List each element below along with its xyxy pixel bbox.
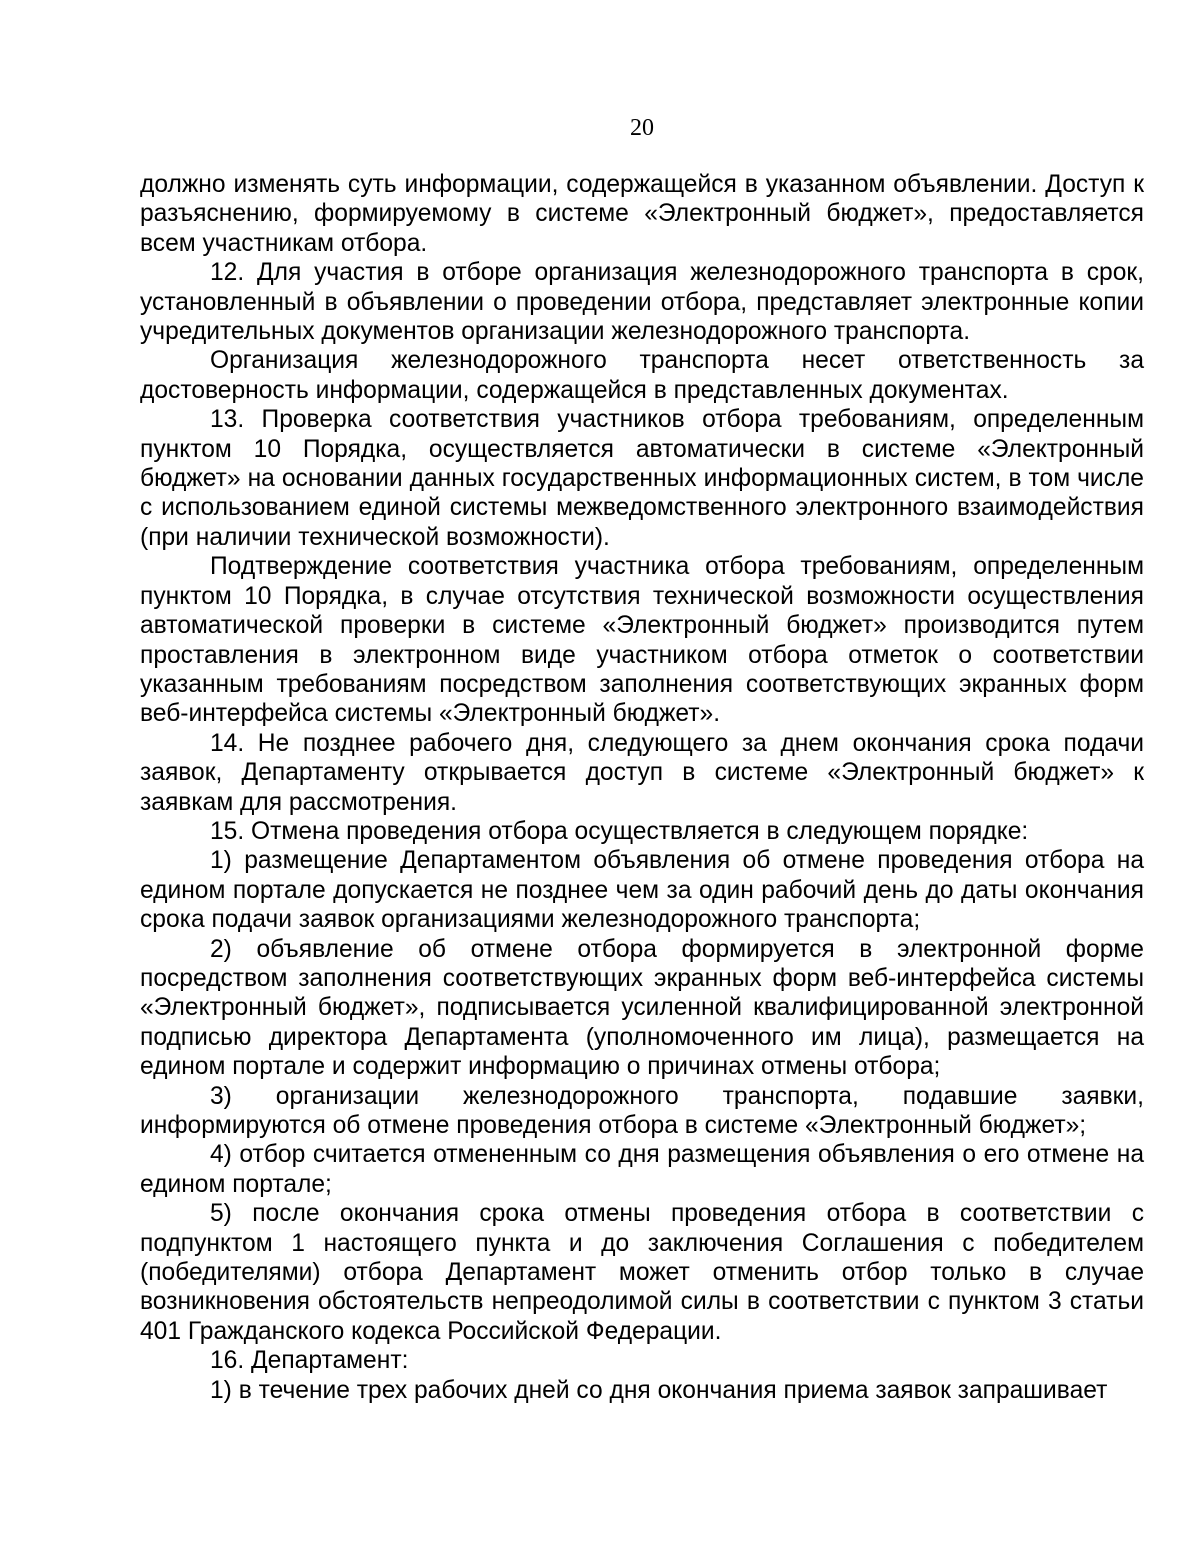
page-number: 20 xyxy=(630,115,654,141)
paragraph: 4) отбор считается отмененным со дня размещения объявления о его отмене на едином портале; xyxy=(140,1141,1144,1198)
paragraph: 16. Департамент: xyxy=(210,1347,409,1375)
paragraph: 5) после окончания срока отмены проведения отбора в соответствии с подпунктом 1 настоящего пункта и до заключения Соглашения с победителем (победителями) отбора Департамент может отменить отбор только в случае возникновения обстоятельств непреодолимой силы в соответствии с пунктом 3 статьи 401 Гражданского кодекса Российской Федерации. xyxy=(140,1200,1144,1345)
paragraph: 2) объявление об отмене отбора формируется в электронной форме посредством заполнения соответствующих экранных форм веб-интерфейса системы «Электронный бюджет», подписывается усиленной квалифицированной электронной подписью директора Департамента (уполномоченного им лица), размещается на едином портале и содержит информацию о причинах отмены отбора; xyxy=(140,935,1144,1081)
paragraph: должно изменять суть информации, содержащейся в указанном объявлении. Доступ к разъяснению, формируемому в системе «Электронный бюджет», предоставляется всем участникам отбора. xyxy=(140,171,1144,257)
paragraph: 13. Проверка соответствия участников отбора требованиям, определенным пунктом 10 Порядка, осуществляется автоматически в системе «Электронный бюджет» на основании данных государственных информационных систем, в том числе с использованием единой системы межведомственного электронного взаимодействия (при наличии технической возможности). xyxy=(140,406,1144,551)
document-body xyxy=(140,170,1144,1405)
paragraph: 14. Не позднее рабочего дня, следующего за днем окончания срока подачи заявок, Департаменту открывается доступ в системе «Электронный бюджет» к заявкам для рассмотрения. xyxy=(140,729,1144,816)
paragraph: 3) организации железнодорожного транспорта, подавшие заявки, информируются об отмене проведения отбора в системе «Электронный бюджет»; xyxy=(140,1082,1144,1139)
paragraph: 1) в течение трех рабочих дней со дня окончания приема заявок запрашивает xyxy=(210,1376,1108,1404)
paragraph: 15. Отмена проведения отбора осуществляется в следующем порядке: xyxy=(210,817,1029,845)
paragraph: Организация железнодорожного транспорта несет ответственность за достоверность информации, содержащейся в представленных документах. xyxy=(140,347,1144,404)
paragraph: 12. Для участия в отборе организация железнодорожного транспорта в срок, установленный в объявлении о проведении отбора, представляет электронные копии учредительных документов организации железнодорожного транспорта. xyxy=(140,259,1144,346)
paragraph: 1) размещение Департаментом объявления об отмене проведения отбора на едином портале допускается не позднее чем за один рабочий день до даты окончания срока подачи заявок организациями железнодорожного транспорта; xyxy=(140,847,1144,934)
paragraph: Подтверждение соответствия участника отбора требованиям, определенным пунктом 10 Порядка, в случае отсутствия технической возможности осуществления автоматической проверки в системе «Электронный бюджет» производится путем проставления в электронном виде участником отбора отметок о соответствии указанным требованиям посредством заполнения соответствующих экранных форм веб-интерфейса системы «Электронный бюджет». xyxy=(140,553,1144,728)
